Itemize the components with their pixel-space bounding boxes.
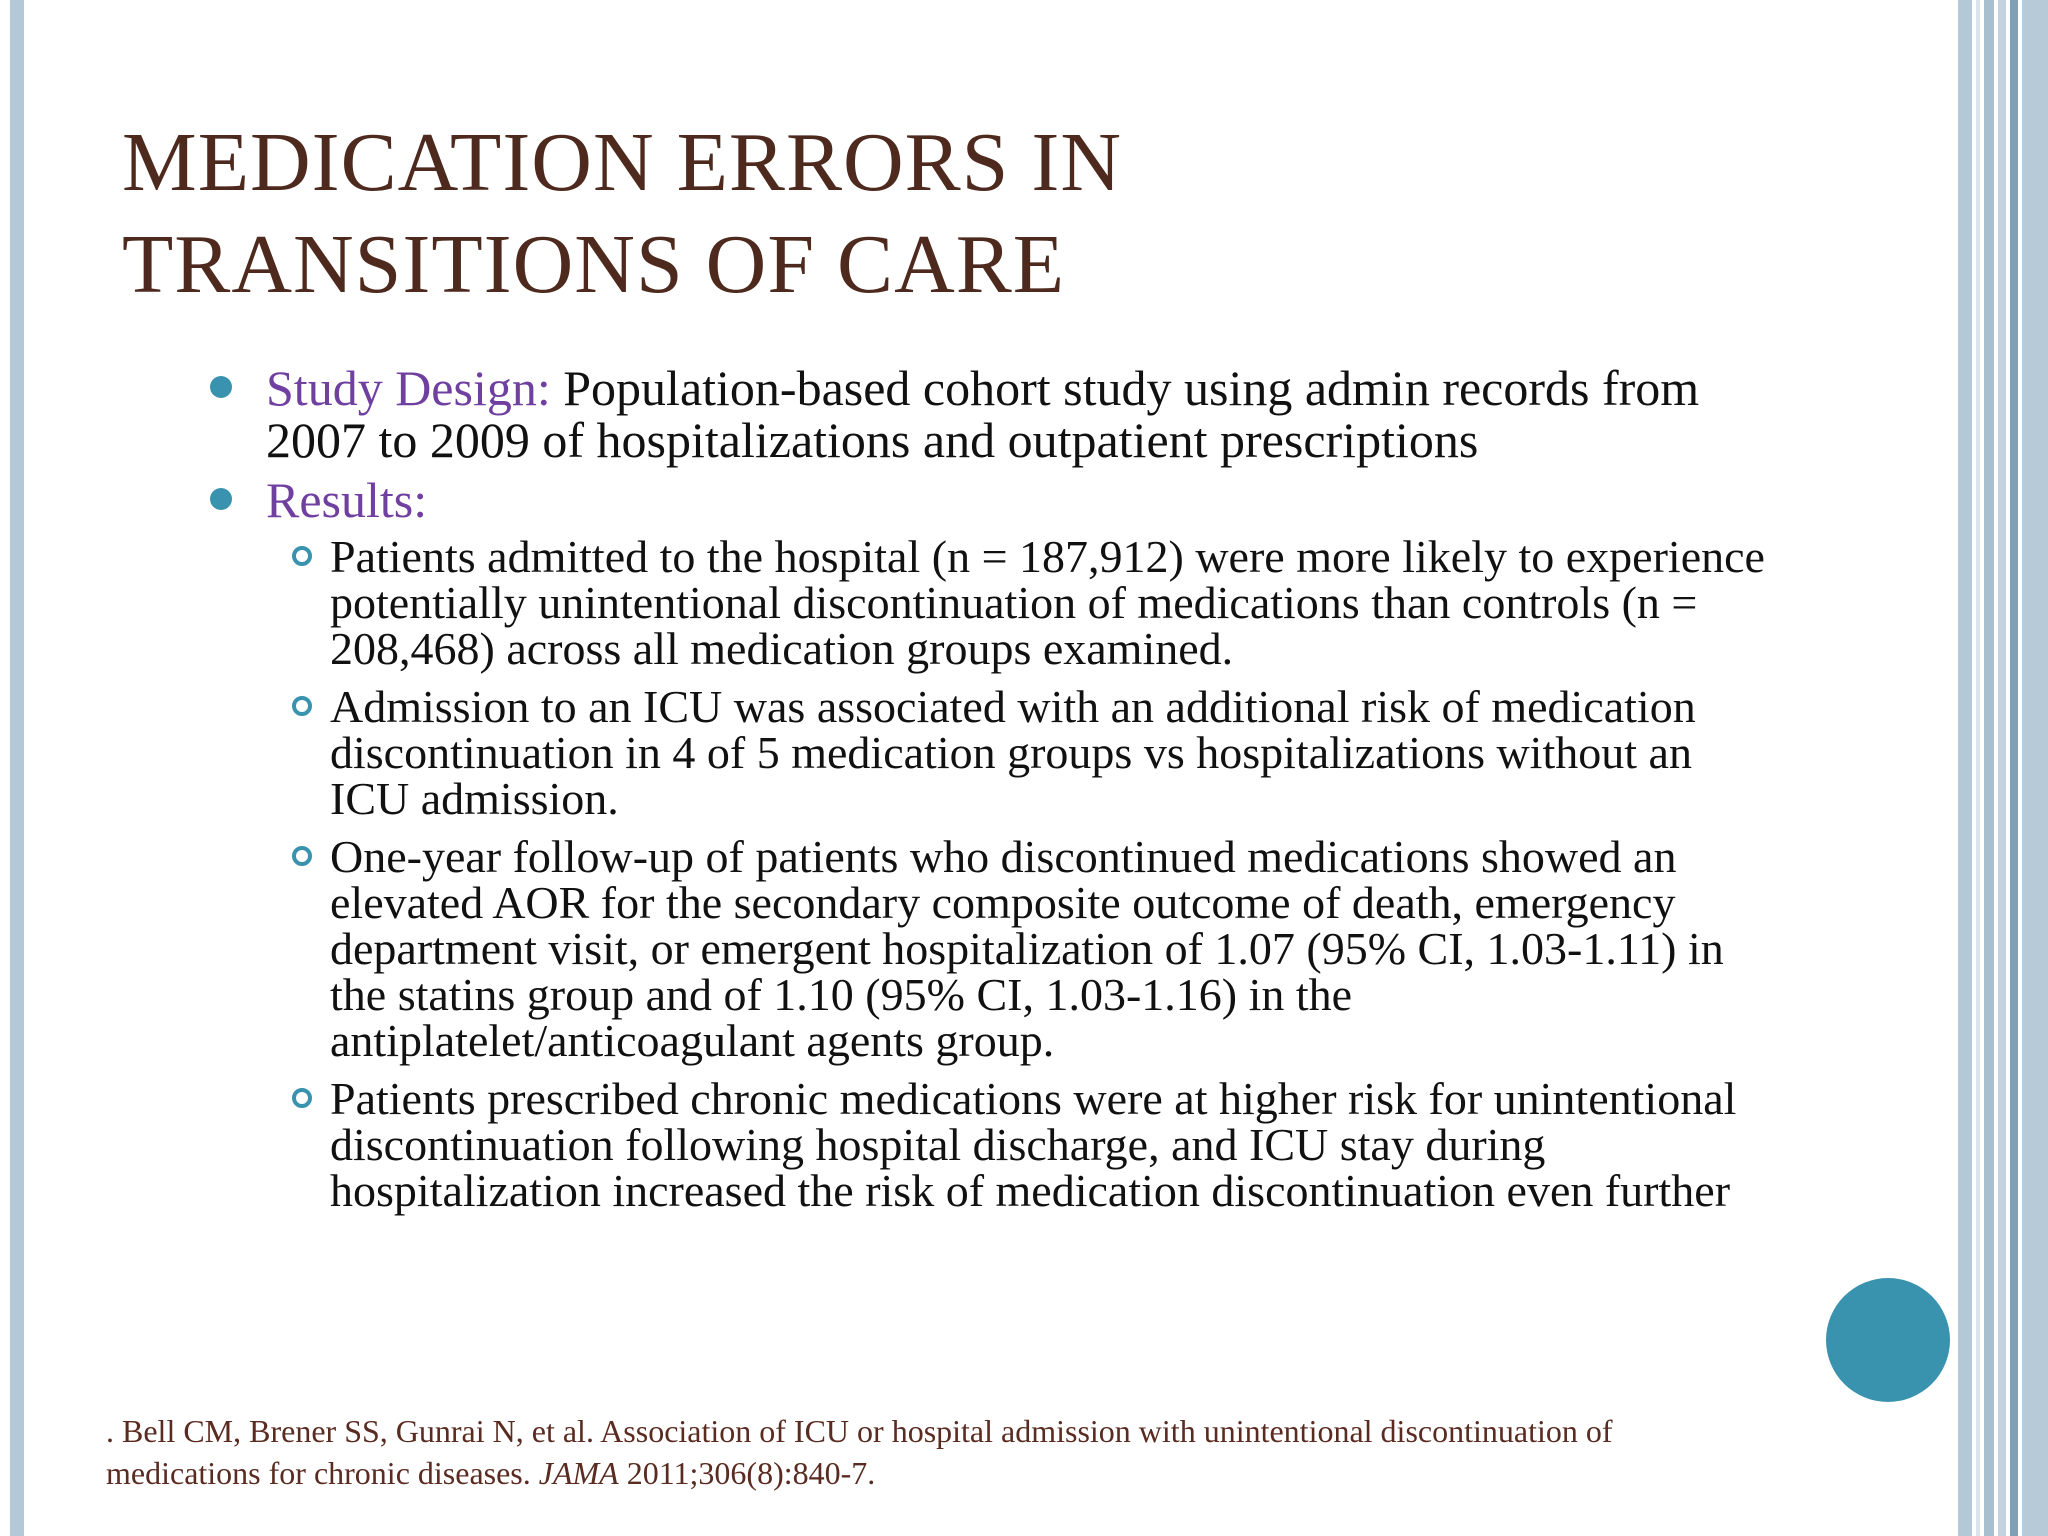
study-design-text: Population-based cohort study using admin records from 2007 to 2009 of hospitalizations and outpatient prescriptions [266, 360, 1700, 468]
slide-title-line-1: MEDICATION ERRORS IN [122, 116, 1123, 209]
results-list [284, 531, 1780, 1216]
slide-title [122, 112, 1622, 316]
result-text: Patients prescribed chronic medications were at higher risk for unintentional discontinuation following hospital discharge, and ICU stay during hospitalization increased the risk of medication discontinuation even further [330, 1073, 1737, 1216]
right-border-stripe [1984, 0, 1994, 1536]
bullet-study-design [200, 362, 1780, 466]
left-border-stripe [10, 0, 24, 1536]
citation [106, 1410, 1706, 1494]
slide-content [200, 362, 1780, 1226]
result-text: One-year follow-up of patients who discontinued medications showed an elevated AOR for the secondary composite outcome of death, emergency department visit, or emergent hospitalization of 1.07 (95% CI, 1.03-1.11) in the statins group and of 1.10 (95% CI, 1.03-1.16) in the antiplatelet/anticoagulant agents group. [330, 831, 1724, 1066]
result-text: Admission to an ICU was associated with an additional risk of medication discontinuation in 4 of 5 medication groups vs hospitalizations without an ICU admission. [330, 681, 1696, 824]
sub-bullet-ring-icon [292, 546, 312, 566]
slide-title-line-2: TRANSITIONS OF CARE [122, 218, 1066, 311]
result-item [284, 681, 1780, 824]
right-border-stripe [2010, 0, 2018, 1536]
sub-bullet-ring-icon [292, 1088, 312, 1108]
decorative-circle-icon [1826, 1278, 1950, 1402]
bullet-dot-icon [210, 376, 232, 398]
bullet-results [200, 474, 1780, 526]
study-design-label: Study Design: [266, 360, 551, 416]
right-border-stripe [1976, 0, 1980, 1536]
result-text: Patients admitted to the hospital (n = 187,912) were more likely to experience potentially unintentional discontinuation of medications than controls (n = 208,468) across all medication groups examined. [330, 531, 1765, 674]
right-border-stripe [2022, 0, 2048, 1536]
result-item [284, 831, 1780, 1066]
citation-prefix: . Bell CM, Brener SS, Gunrai N, et al. Association of ICU or hospital admission with unintentional discontinuation of medications for chronic diseases. [106, 1413, 1613, 1491]
bullet-dot-icon [210, 488, 232, 510]
right-border-stripe [1958, 0, 1972, 1536]
result-item [284, 1073, 1780, 1216]
sub-bullet-ring-icon [292, 846, 312, 866]
citation-journal: JAMA [538, 1455, 619, 1491]
results-label: Results: [266, 472, 428, 528]
result-item [284, 531, 1780, 674]
sub-bullet-ring-icon [292, 696, 312, 716]
citation-suffix: 2011;306(8):840-7. [618, 1455, 876, 1491]
right-border-stripe [1998, 0, 2006, 1536]
